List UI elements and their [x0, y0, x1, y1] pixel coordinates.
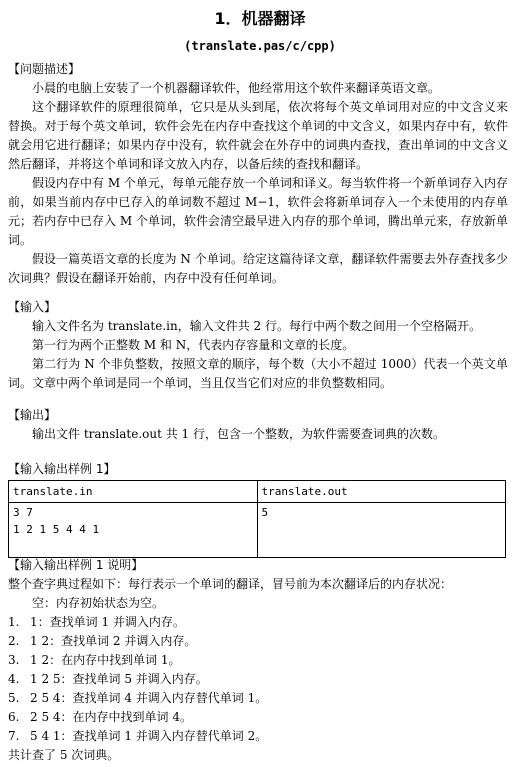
problem-paragraph: 这个翻译软件的原理很简单，它只是从头到尾，依次将每个英文单词用对应的中文含义来替换。对于每个英文单词，软件会先在内存中查找这个单词的中文含义，如果内存中有，软件就会用它进行翻译；如果内存中没有，软件就会在外存中的词典内查找，查出单词的中文含义然后翻译，并将这个单词和译文放入内存，以备后续的查找和翻译。	[8, 100, 508, 171]
input-heading: 【输入】	[8, 300, 57, 314]
step-number: 1.	[8, 615, 20, 629]
list-item	[8, 670, 508, 689]
explanation-intro: 整个查字典过程如下：每行表示一个单词的翻译，冒号前为本次翻译后的内存状况：	[8, 577, 453, 591]
step-number: 6.	[8, 710, 20, 724]
explanation-initial-state: 空：内存初始状态为空。	[32, 596, 165, 610]
list-item	[8, 613, 508, 632]
sample-output-cell	[257, 503, 506, 558]
output-section	[8, 406, 508, 444]
step-text: 2 5 4：查找单词 4 并调入内存替代单词 1。	[30, 691, 268, 705]
explanation-total: 共计查了 5 次词典。	[8, 748, 120, 762]
problem-paragraph: 小晨的电脑上安装了一个机器翻译软件，他经常用这个软件来翻译英语文章。	[32, 81, 441, 95]
input-file-column-header: translate.in	[9, 481, 258, 503]
problem-heading: 【问题描述】	[8, 62, 81, 76]
problem-paragraph: 假设内存中有 M 个单元，每单元能存放一个单词和译义。每当软件将一个新单词存入内存前，如果当前内存中已存入的单词数不超过 M−1，软件会将新单词存入一个未使用的内存单元；若内存中已存入 M 个单词，软件会清空最早进入内存的那个单词，腾出单元来，存放新单词。	[8, 176, 508, 247]
step-number: 5.	[8, 691, 20, 705]
explanation-heading: 【输入输出样例 1 说明】	[8, 558, 144, 572]
sample-heading: 【输入输出样例 1】	[8, 462, 116, 476]
input-paragraph: 第一行为两个正整数 M 和 N，代表内存容量和文章的长度。	[32, 338, 355, 352]
output-paragraph: 输出文件 translate.out 共 1 行，包含一个整数，为软件需要查词典的次数。	[32, 427, 446, 441]
sample-output-line: 5	[261, 506, 269, 519]
step-text: 1 2 5：查找单词 5 并调入内存。	[30, 672, 208, 686]
sample-io-table	[8, 480, 506, 558]
input-paragraph: 第二行为 N 个非负整数，按照文章的顺序，每个数（大小不超过 1000）代表一个英文单词。文章中两个单词是同一个单词，当且仅当它们对应的非负整数相同。	[8, 357, 508, 390]
sample-input-cell	[9, 503, 258, 558]
table-header-row	[9, 481, 506, 503]
output-heading: 【输出】	[8, 408, 57, 422]
problem-description-section	[8, 60, 508, 288]
list-item	[8, 689, 508, 708]
problem-paragraph: 假设一篇英语文章的长度为 N 个单词。给定这篇待译文章，翻译软件需要去外存查找多少次词典？假设在翻译开始前，内存中没有任何单词。	[8, 252, 508, 285]
step-text: 1 2：查找单词 2 并调入内存。	[30, 634, 197, 648]
step-text: 5 4 1：查找单词 1 并调入内存替代单词 2。	[30, 729, 268, 743]
step-text: 1 2：在内存中找到单词 1。	[30, 653, 181, 667]
file-name-subtitle: (translate.pas/c/cpp)	[184, 39, 336, 53]
step-number: 4.	[8, 672, 20, 686]
step-number: 3.	[8, 653, 20, 667]
problem-title: 1．机器翻译	[214, 9, 306, 28]
explanation-steps-list	[8, 613, 508, 746]
list-item	[8, 651, 508, 670]
input-paragraph: 输入文件名为 translate.in，输入文件共 2 行。每行中两个数之间用一个空格隔开。	[32, 319, 481, 333]
sample-input-line: 1 2 1 5 4 4 1	[13, 523, 100, 536]
step-text: 2 5 4：在内存中找到单词 4。	[30, 710, 192, 724]
sample-explanation-section	[8, 556, 508, 765]
sample-input-line: 3 7	[13, 506, 33, 519]
list-item	[8, 708, 508, 727]
list-item	[8, 632, 508, 651]
output-file-column-header: translate.out	[257, 481, 506, 503]
table-row	[9, 503, 506, 558]
input-section	[8, 298, 508, 393]
step-number: 2.	[8, 634, 20, 648]
step-number: 7.	[8, 729, 20, 743]
step-text: 1：查找单词 1 并调入内存。	[30, 615, 185, 629]
list-item	[8, 727, 508, 746]
